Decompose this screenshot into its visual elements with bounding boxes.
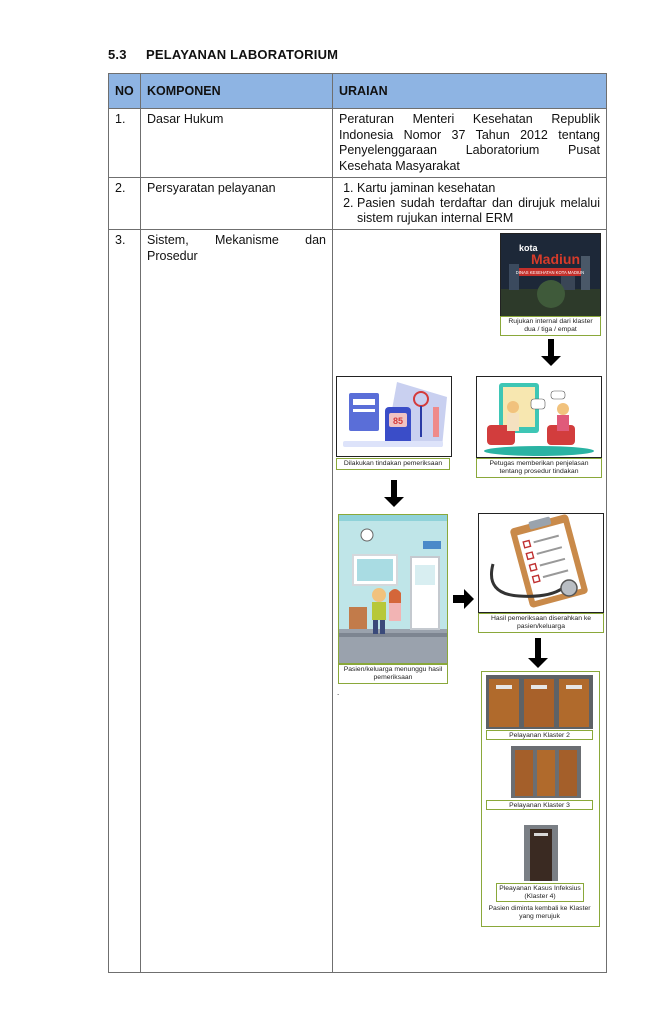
caption-consultation: Petugas memberikan penjelasan tentang prosedur tindakan bbox=[476, 458, 602, 478]
city-poster-illustration bbox=[501, 234, 600, 316]
caption-cluster-2: Pelayanan Klaster 2 bbox=[486, 730, 593, 740]
header-no: NO bbox=[109, 74, 141, 109]
section-title: PELAYANAN LABORATORIUM bbox=[146, 47, 339, 62]
row-number: 2. bbox=[115, 181, 126, 195]
clipboard-stethoscope-illustration bbox=[479, 514, 603, 612]
caption-referral: Rujukan internal dari klaster dua / tiga / empat bbox=[500, 316, 601, 336]
table-row bbox=[109, 230, 607, 973]
stray-dot: . bbox=[337, 688, 340, 697]
row-number: 3. bbox=[115, 233, 126, 247]
row-komponen: Persyaratan pelayanan bbox=[147, 181, 276, 195]
row-komponen: Dasar Hukum bbox=[147, 112, 224, 126]
header-uraian: URAIAN bbox=[333, 74, 607, 109]
svg-text:DINAS KESEHATAN KOTA MADIUN: DINAS KESEHATAN KOTA MADIUN bbox=[515, 270, 585, 275]
caption-cluster-3: Pelayanan Klaster 3 bbox=[486, 800, 593, 810]
waiting-room-image bbox=[338, 514, 448, 664]
referral-poster-image bbox=[500, 233, 601, 317]
arrow-head bbox=[384, 497, 404, 507]
door-photo bbox=[524, 825, 558, 881]
row-komponen: Sistem, Mekanisme dan Prosedur bbox=[147, 233, 326, 263]
cluster-panel bbox=[481, 671, 600, 927]
list-item: 1. Kartu jaminan kesehatan bbox=[357, 181, 600, 196]
consultation-illustration bbox=[477, 377, 601, 457]
svg-text:kota: kota bbox=[519, 243, 538, 253]
service-table bbox=[108, 73, 607, 973]
requirements-list bbox=[337, 181, 600, 226]
examination-image bbox=[336, 376, 452, 457]
procedure-flowchart bbox=[333, 230, 606, 972]
waiting-room-illustration bbox=[339, 515, 447, 663]
row-number: 1. bbox=[115, 112, 126, 126]
arrow-down bbox=[548, 339, 554, 357]
row-uraian: Peraturan Menteri Kesehatan Republik Indonesia Nomor 37 Tahun 2012 tentang Penyelenggaraan Laboratorium Pusat Kesehata Masyarakat bbox=[339, 112, 600, 173]
door-photo bbox=[511, 746, 581, 798]
arrow-down bbox=[535, 638, 541, 658]
table-row bbox=[109, 109, 607, 178]
arrow-down bbox=[391, 480, 397, 498]
svg-text:Madiun: Madiun bbox=[531, 251, 580, 267]
caption-results: Hasil pemeriksaan diserahkan ke pasien/keluarga bbox=[478, 613, 604, 633]
section-heading bbox=[108, 47, 338, 62]
arrow-head bbox=[541, 356, 561, 366]
section-number: 5.3 bbox=[108, 47, 127, 62]
caption-waiting: Pasien/keluarga menunggu hasil pemeriksaan bbox=[338, 664, 448, 684]
cluster-3-photo bbox=[511, 746, 581, 798]
cluster-2-photo bbox=[486, 675, 593, 729]
arrow-head bbox=[528, 658, 548, 668]
results-image bbox=[478, 513, 604, 613]
door-photo bbox=[486, 675, 593, 729]
cluster-footer: Pasien diminta kembali ke Klaster yang merujuk bbox=[488, 905, 591, 920]
arrow-head bbox=[464, 589, 474, 609]
cluster-4-photo bbox=[524, 825, 558, 881]
header-komponen: KOMPONEN bbox=[141, 74, 333, 109]
table-row bbox=[109, 178, 607, 230]
caption-examination: Dilakukan tindakan pemeriksaan bbox=[336, 458, 450, 470]
lab-examination-illustration bbox=[337, 377, 451, 456]
svg-text:85: 85 bbox=[392, 416, 404, 426]
list-item: 2. Pasien sudah terdaftar dan dirujuk melalui sistem rujukan internal ERM bbox=[357, 196, 600, 226]
consultation-image bbox=[476, 376, 602, 458]
table-header-row bbox=[109, 74, 607, 109]
caption-cluster-4: Pleayanan Kasus Infeksius (Klaster 4) bbox=[496, 883, 584, 902]
